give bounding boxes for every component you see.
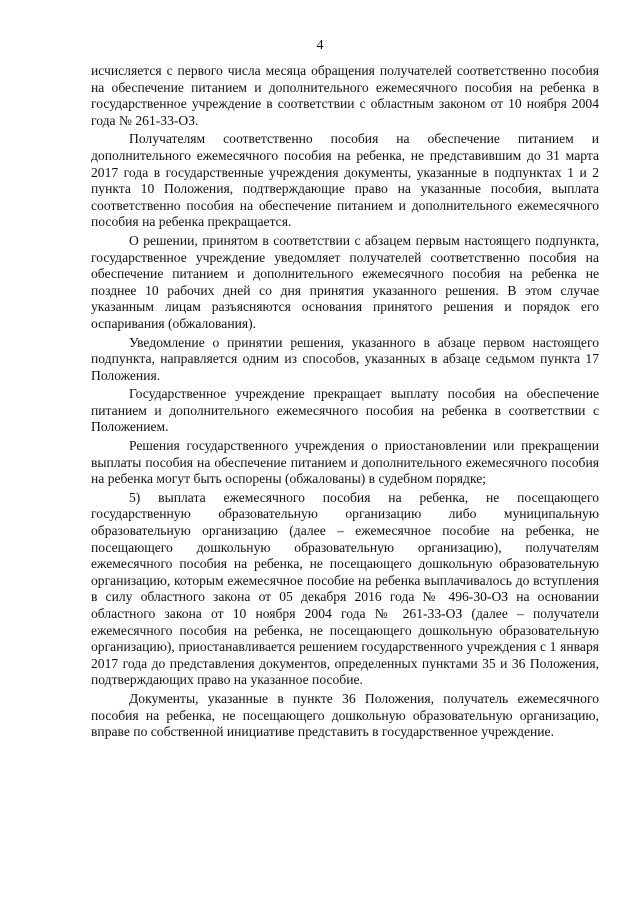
paragraph-termination: Государственное учреждение прекращает выплату пособия на обеспечение питанием и дополнительного ежемесячного пособия на ребенка в соответствии с Положением. — [91, 386, 599, 435]
document-body — [91, 63, 599, 743]
paragraph-notification-method: Уведомление о принятии решения, указанного в абзаце первом настоящего подпункта, направляется одним из способов, указанных в абзаце седьмом пункта 17 Положения. — [91, 334, 599, 383]
paragraph-appeal: Решения государственного учреждения о приостановлении или прекращении выплаты пособия на обеспечение питанием и дополнительного ежемесячного пособия на ребенка могут быть оспорены (обжалованы) в судебном порядке; — [91, 438, 599, 487]
paragraph-documents: Документы, указанные в пункте 36 Положения, получатель ежемесячного пособия на ребенка, не посещающего дошкольную образовательную организацию, вправе по собственной инициативе представить в государственное учреждение. — [91, 690, 599, 740]
paragraph-item-5: 5) выплата ежемесячного пособия на ребенка, не посещающего государственную образовательную организацию либо муниципальную образовательную организацию (далее – ежемесячное пособие на ребенка, не посещающего дошкольную образовательную организацию), получателям ежемесячного пособия на ребенка, не посещающего дошкольную образовательную организацию, которым ежемесячное пособие на ребенка выплачивалось до вступления в силу областного закона от 05 декабря 2016 года № 496-30-ОЗ на основании областного закона от 10 ноября 2004 года № 261-33-ОЗ (далее – получатели ежемесячного пособия на ребенка, не посещающего дошкольную образовательную организацию), приостанавливается решением государственного учреждения с 1 января 2017 года до представления документов, определенных пунктами 35 и 36 Положения, подтверждающих право на указанное пособие. — [91, 489, 599, 688]
paragraph-continuation: исчисляется с первого числа месяца обращения получателей соответственно пособия на обеспечение питанием и дополнительного ежемесячного пособия на ребенка в государственное учреждение в соответствии с областным законом от 10 ноября 2004 года № 261-33-ОЗ. — [91, 63, 599, 128]
paragraph-recipients-not-submitted: Получателям соответственно пособия на обеспечение питанием и дополнительного ежемесячного пособия на ребенка, не представившим до 31 марта 2017 года в государственные учреждения документы, указанные в подпунктах 1 и 2 пункта 10 Положения, подтверждающие право на указанные пособия, выплата соответственно пособия на обеспечение питанием и дополнительного ежемесячного пособия на ребенка прекращается. — [91, 131, 599, 230]
paragraph-decision-notification: О решении, принятом в соответствии с абзацем первым настоящего подпункта, государственное учреждение уведомляет получателей соответственно пособия на обеспечение питанием и дополнительного ежемесячного пособия на ребенка не позднее 10 рабочих дней со дня принятия указанного решения. В этом случае указанным лицам разъясняются основания принятого решения и порядок его оспаривания (обжалования). — [91, 232, 599, 331]
page-number: 4 — [316, 38, 324, 53]
